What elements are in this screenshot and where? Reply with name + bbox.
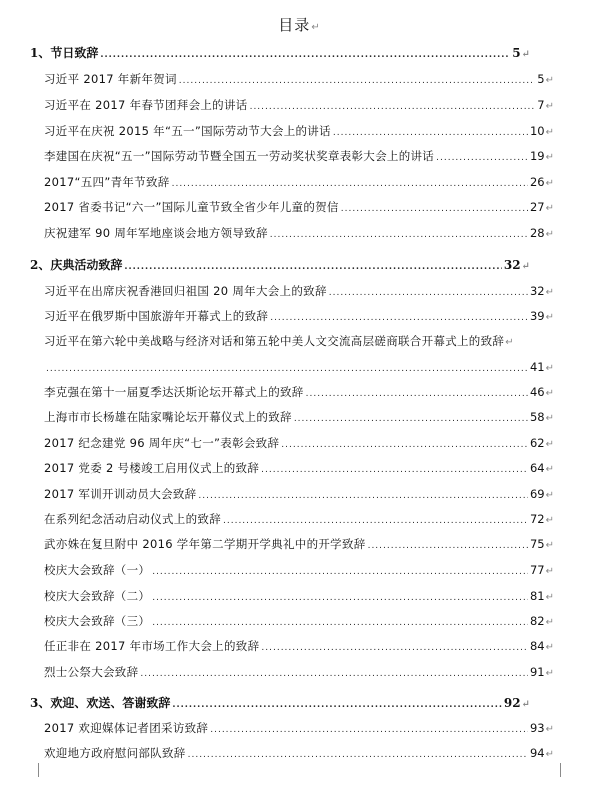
toc-entry-title: 2017 党委 2 号楼竣工启用仪式上的致辞	[44, 461, 260, 475]
dot-leader	[198, 488, 528, 504]
dot-leader	[188, 747, 528, 763]
toc-page-number: 93	[529, 721, 545, 735]
paragraph-mark-icon: ↵	[545, 75, 554, 86]
paragraph-mark-icon: ↵	[545, 152, 554, 163]
dot-leader	[46, 361, 528, 377]
dot-leader	[124, 259, 502, 275]
toc-page-number: 26	[529, 175, 545, 189]
toc-entry[interactable]	[44, 460, 554, 478]
toc-section-heading[interactable]	[30, 257, 530, 275]
dot-leader	[152, 590, 528, 606]
dot-leader	[172, 697, 502, 713]
toc-entry[interactable]	[44, 588, 554, 606]
dot-leader	[333, 125, 528, 141]
paragraph-mark-icon: ↵	[545, 388, 554, 399]
toc-entry-title: 校庆大会致辞（三）	[44, 614, 151, 628]
toc-page-number: 77	[529, 563, 545, 577]
toc-entry[interactable]	[44, 359, 554, 377]
toc-page-number: 46	[529, 385, 545, 399]
toc-entry[interactable]	[44, 435, 554, 453]
toc-entry[interactable]	[44, 333, 554, 351]
paragraph-mark-icon: ↵	[545, 464, 554, 475]
toc-page-number: 84	[529, 639, 545, 653]
toc-entry[interactable]	[44, 123, 554, 141]
paragraph-mark-icon: ↵	[545, 592, 554, 603]
toc-entry-title: 李建国在庆祝“五一”国际劳动节暨全国五一劳动奖状奖章表彰大会上的讲话	[44, 149, 435, 163]
toc-entry-title: 习近平在庆祝 2015 年“五一”国际劳动节大会上的讲话	[44, 124, 331, 138]
toc-entry[interactable]	[44, 409, 554, 427]
toc-page-number: 27	[529, 200, 545, 214]
toc-entry-title: 任正非在 2017 年市场工作大会上的致辞	[44, 639, 260, 653]
toc-entry-title: 习近平在俄罗斯中国旅游年开幕式上的致辞	[44, 309, 269, 323]
paragraph-mark-icon: ↵	[545, 490, 554, 501]
paragraph-mark-icon: ↵	[521, 261, 530, 272]
dot-leader	[100, 47, 510, 63]
toc-page-number: 72	[529, 512, 545, 526]
toc-entry-title: 庆祝建军 90 周年军地座谈会地方领导致辞	[44, 226, 268, 240]
dot-leader	[368, 538, 528, 554]
toc-page-number: 91	[529, 665, 545, 679]
toc-entry[interactable]	[44, 536, 554, 554]
toc-section-heading[interactable]	[30, 45, 530, 63]
dot-leader	[436, 150, 528, 166]
paragraph-mark-icon: ↵	[545, 540, 554, 551]
paragraph-mark-icon: ↵	[505, 337, 514, 348]
toc-entry-title: 2017 欢迎媒体记者团采访致辞	[44, 721, 209, 735]
toc-page-number: 28	[529, 226, 545, 240]
toc-page-number: 64	[529, 461, 545, 475]
toc-entry-title: 2017“五四”青年节致辞	[44, 175, 170, 189]
toc-entry[interactable]	[44, 638, 554, 656]
toc-entry-title: 烈士公祭大会致辞	[44, 665, 139, 679]
toc-entry[interactable]	[44, 562, 554, 580]
toc-section-heading[interactable]	[30, 695, 530, 713]
toc-entry[interactable]	[44, 71, 554, 89]
toc-page-number: 69	[529, 487, 545, 501]
toc-page-number: 5	[537, 72, 545, 86]
toc-entry-title: 在系列纪念活动启动仪式上的致辞	[44, 512, 221, 526]
toc-section-title: 2、庆典活动致辞	[30, 258, 123, 272]
toc-entry[interactable]	[44, 486, 554, 504]
toc-entry-title: 校庆大会致辞（一）	[44, 563, 151, 577]
dot-leader	[294, 411, 528, 427]
toc-page-number: 82	[529, 614, 545, 628]
toc-page-number: 19	[529, 149, 545, 163]
toc-entry-title: 习近平 2017 年新年贺词	[44, 72, 177, 86]
dot-leader	[329, 285, 528, 301]
toc-entry-title: 上海市市长杨雄在陆家嘴论坛开幕仪式上的致辞	[44, 410, 292, 424]
paragraph-mark-icon: ↵	[545, 229, 554, 240]
paragraph-mark-icon: ↵	[545, 642, 554, 653]
toc-entry[interactable]	[44, 225, 554, 243]
toc-page-number: 5	[512, 46, 521, 60]
toc-entry-title: 习近平在出席庆祝香港回归祖国 20 周年大会上的致辞	[44, 284, 327, 298]
dot-leader	[261, 640, 528, 656]
dot-leader	[223, 513, 528, 529]
paragraph-mark-icon: ↵	[521, 699, 530, 710]
paragraph-mark-icon: ↵	[545, 668, 554, 679]
toc-page-number: 41	[529, 360, 545, 374]
toc-entry[interactable]	[44, 308, 554, 326]
dot-leader	[341, 201, 528, 217]
dot-leader	[270, 310, 528, 326]
paragraph-mark-icon: ↵	[545, 749, 554, 760]
toc-page-number: 10	[529, 124, 545, 138]
toc-entry[interactable]	[44, 174, 554, 192]
toc-entry[interactable]	[44, 199, 554, 217]
dot-leader	[140, 666, 528, 682]
dot-leader	[152, 615, 528, 631]
toc-entry-title: 2017 军训开训动员大会致辞	[44, 487, 197, 501]
toc-entry-title: 武亦姝在复旦附中 2016 学年第二学期开学典礼中的开学致辞	[44, 537, 366, 551]
toc-page-number: 94	[529, 746, 545, 760]
crop-mark-bottom-right	[560, 763, 575, 777]
toc-entry[interactable]	[44, 97, 554, 115]
paragraph-mark-icon: ↵	[545, 439, 554, 450]
toc-page-number: 32	[503, 258, 521, 272]
toc-entry-title: 习近平在第六轮中美战略与经济对话和第五轮中美人文交流高层磋商联合开幕式上的致辞	[44, 334, 505, 348]
paragraph-mark-icon: ↵	[545, 566, 554, 577]
dot-leader	[172, 176, 528, 192]
toc-entry-title: 欢迎地方政府慰问部队致辞	[44, 746, 186, 760]
toc-page-number: 92	[503, 696, 521, 710]
dot-leader	[179, 73, 536, 89]
toc-entry[interactable]	[44, 720, 554, 738]
dot-leader	[152, 564, 528, 580]
toc-entry[interactable]	[44, 384, 554, 402]
toc-page-number: 81	[529, 589, 545, 603]
dot-leader	[270, 227, 528, 243]
dot-leader	[250, 99, 536, 115]
paragraph-mark-icon: ↵	[545, 312, 554, 323]
paragraph-mark-icon: ↵	[545, 287, 554, 298]
paragraph-mark-icon: ↵	[545, 101, 554, 112]
toc-entry[interactable]	[44, 613, 554, 631]
toc-entry-title: 2017 纪念建党 96 周年庆“七一”表彰会致辞	[44, 436, 280, 450]
paragraph-mark-icon: ↵	[311, 22, 321, 33]
paragraph-mark-icon: ↵	[545, 203, 554, 214]
toc-entry[interactable]	[44, 283, 554, 301]
dot-leader	[281, 437, 528, 453]
toc-page-number: 62	[529, 436, 545, 450]
toc-page-number: 7	[537, 98, 545, 112]
paragraph-mark-icon: ↵	[545, 515, 554, 526]
toc-section-title: 1、节日致辞	[30, 46, 99, 60]
crop-mark-bottom-left	[24, 763, 39, 777]
paragraph-mark-icon: ↵	[545, 617, 554, 628]
toc-entry-title: 校庆大会致辞（二）	[44, 589, 151, 603]
dot-leader	[261, 462, 528, 478]
toc-title-text: 目录	[278, 16, 311, 34]
paragraph-mark-icon: ↵	[545, 413, 554, 424]
toc-entry[interactable]	[44, 664, 554, 682]
toc-entry-title: 习近平在 2017 年春节团拜会上的讲话	[44, 98, 248, 112]
toc-page-number: 75	[529, 537, 545, 551]
toc-page-number: 39	[529, 309, 545, 323]
dot-leader	[210, 722, 528, 738]
toc-entry[interactable]	[44, 148, 554, 166]
paragraph-mark-icon: ↵	[521, 49, 530, 60]
toc-page-number: 32	[529, 284, 545, 298]
toc-entry-title: 李克强在第十一届夏季达沃斯论坛开幕式上的致辞	[44, 385, 304, 399]
toc-entry-title: 2017 省委书记“六一”国际儿童节致全省少年儿童的贺信	[44, 200, 339, 214]
toc-section-title: 3、欢迎、欢送、答谢致辞	[30, 696, 171, 710]
toc-entry[interactable]	[44, 511, 554, 529]
toc-title	[0, 14, 599, 35]
dot-leader	[306, 386, 528, 402]
paragraph-mark-icon: ↵	[545, 127, 554, 138]
toc-page-number: 58	[529, 410, 545, 424]
paragraph-mark-icon: ↵	[545, 724, 554, 735]
paragraph-mark-icon: ↵	[545, 178, 554, 189]
paragraph-mark-icon: ↵	[545, 363, 554, 374]
toc-entry[interactable]	[44, 745, 554, 763]
